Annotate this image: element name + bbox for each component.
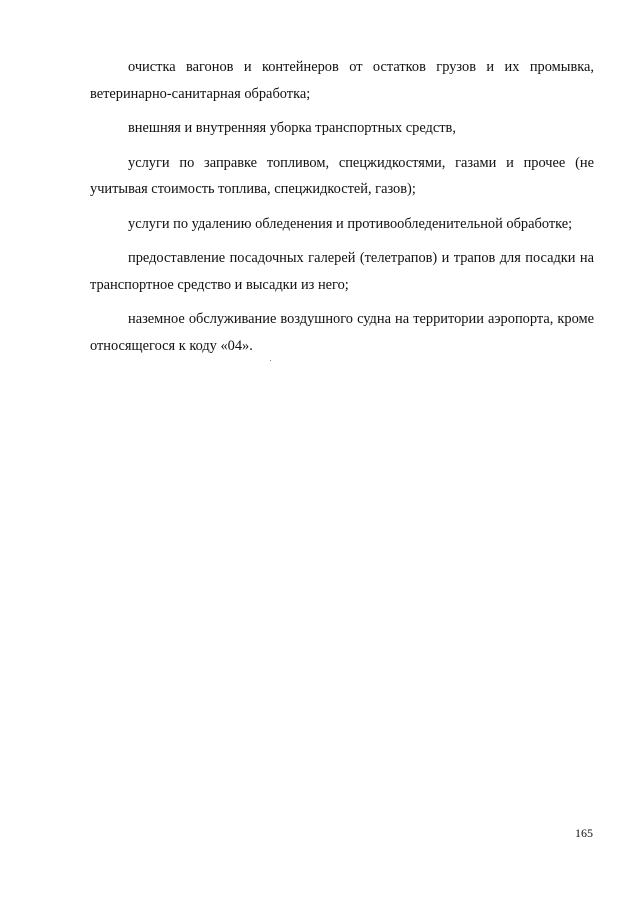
paragraph-deicing-services: услуги по удалению обледенения и противообледенительной обработке; bbox=[128, 215, 573, 232]
document-body bbox=[90, 54, 594, 367]
paragraph-vehicle-cleaning: внешняя и внутренняя уборка транспортных средств, bbox=[128, 120, 456, 136]
scan-speck bbox=[270, 360, 271, 361]
paragraph-boarding-bridges: предоставление посадочных галерей (телетрапов) и трапов для посадки на транспортное средство и высадки из него; bbox=[90, 250, 594, 293]
paragraph-refueling-services: услуги по заправке топливом, спецжидкостями, газами и прочее (не учитывая стоимость топлива, спецжидкостей, газов); bbox=[90, 154, 594, 197]
page-number: 165 bbox=[575, 826, 593, 840]
paragraph-wagon-cleaning: очистка вагонов и контейнеров от остатков грузов и их промывка, ветеринарно-санитарная обработка; bbox=[90, 59, 594, 102]
paragraph-ground-handling: наземное обслуживание воздушного судна на территории аэропорта, кроме относящегося к коду «04». bbox=[90, 311, 594, 354]
